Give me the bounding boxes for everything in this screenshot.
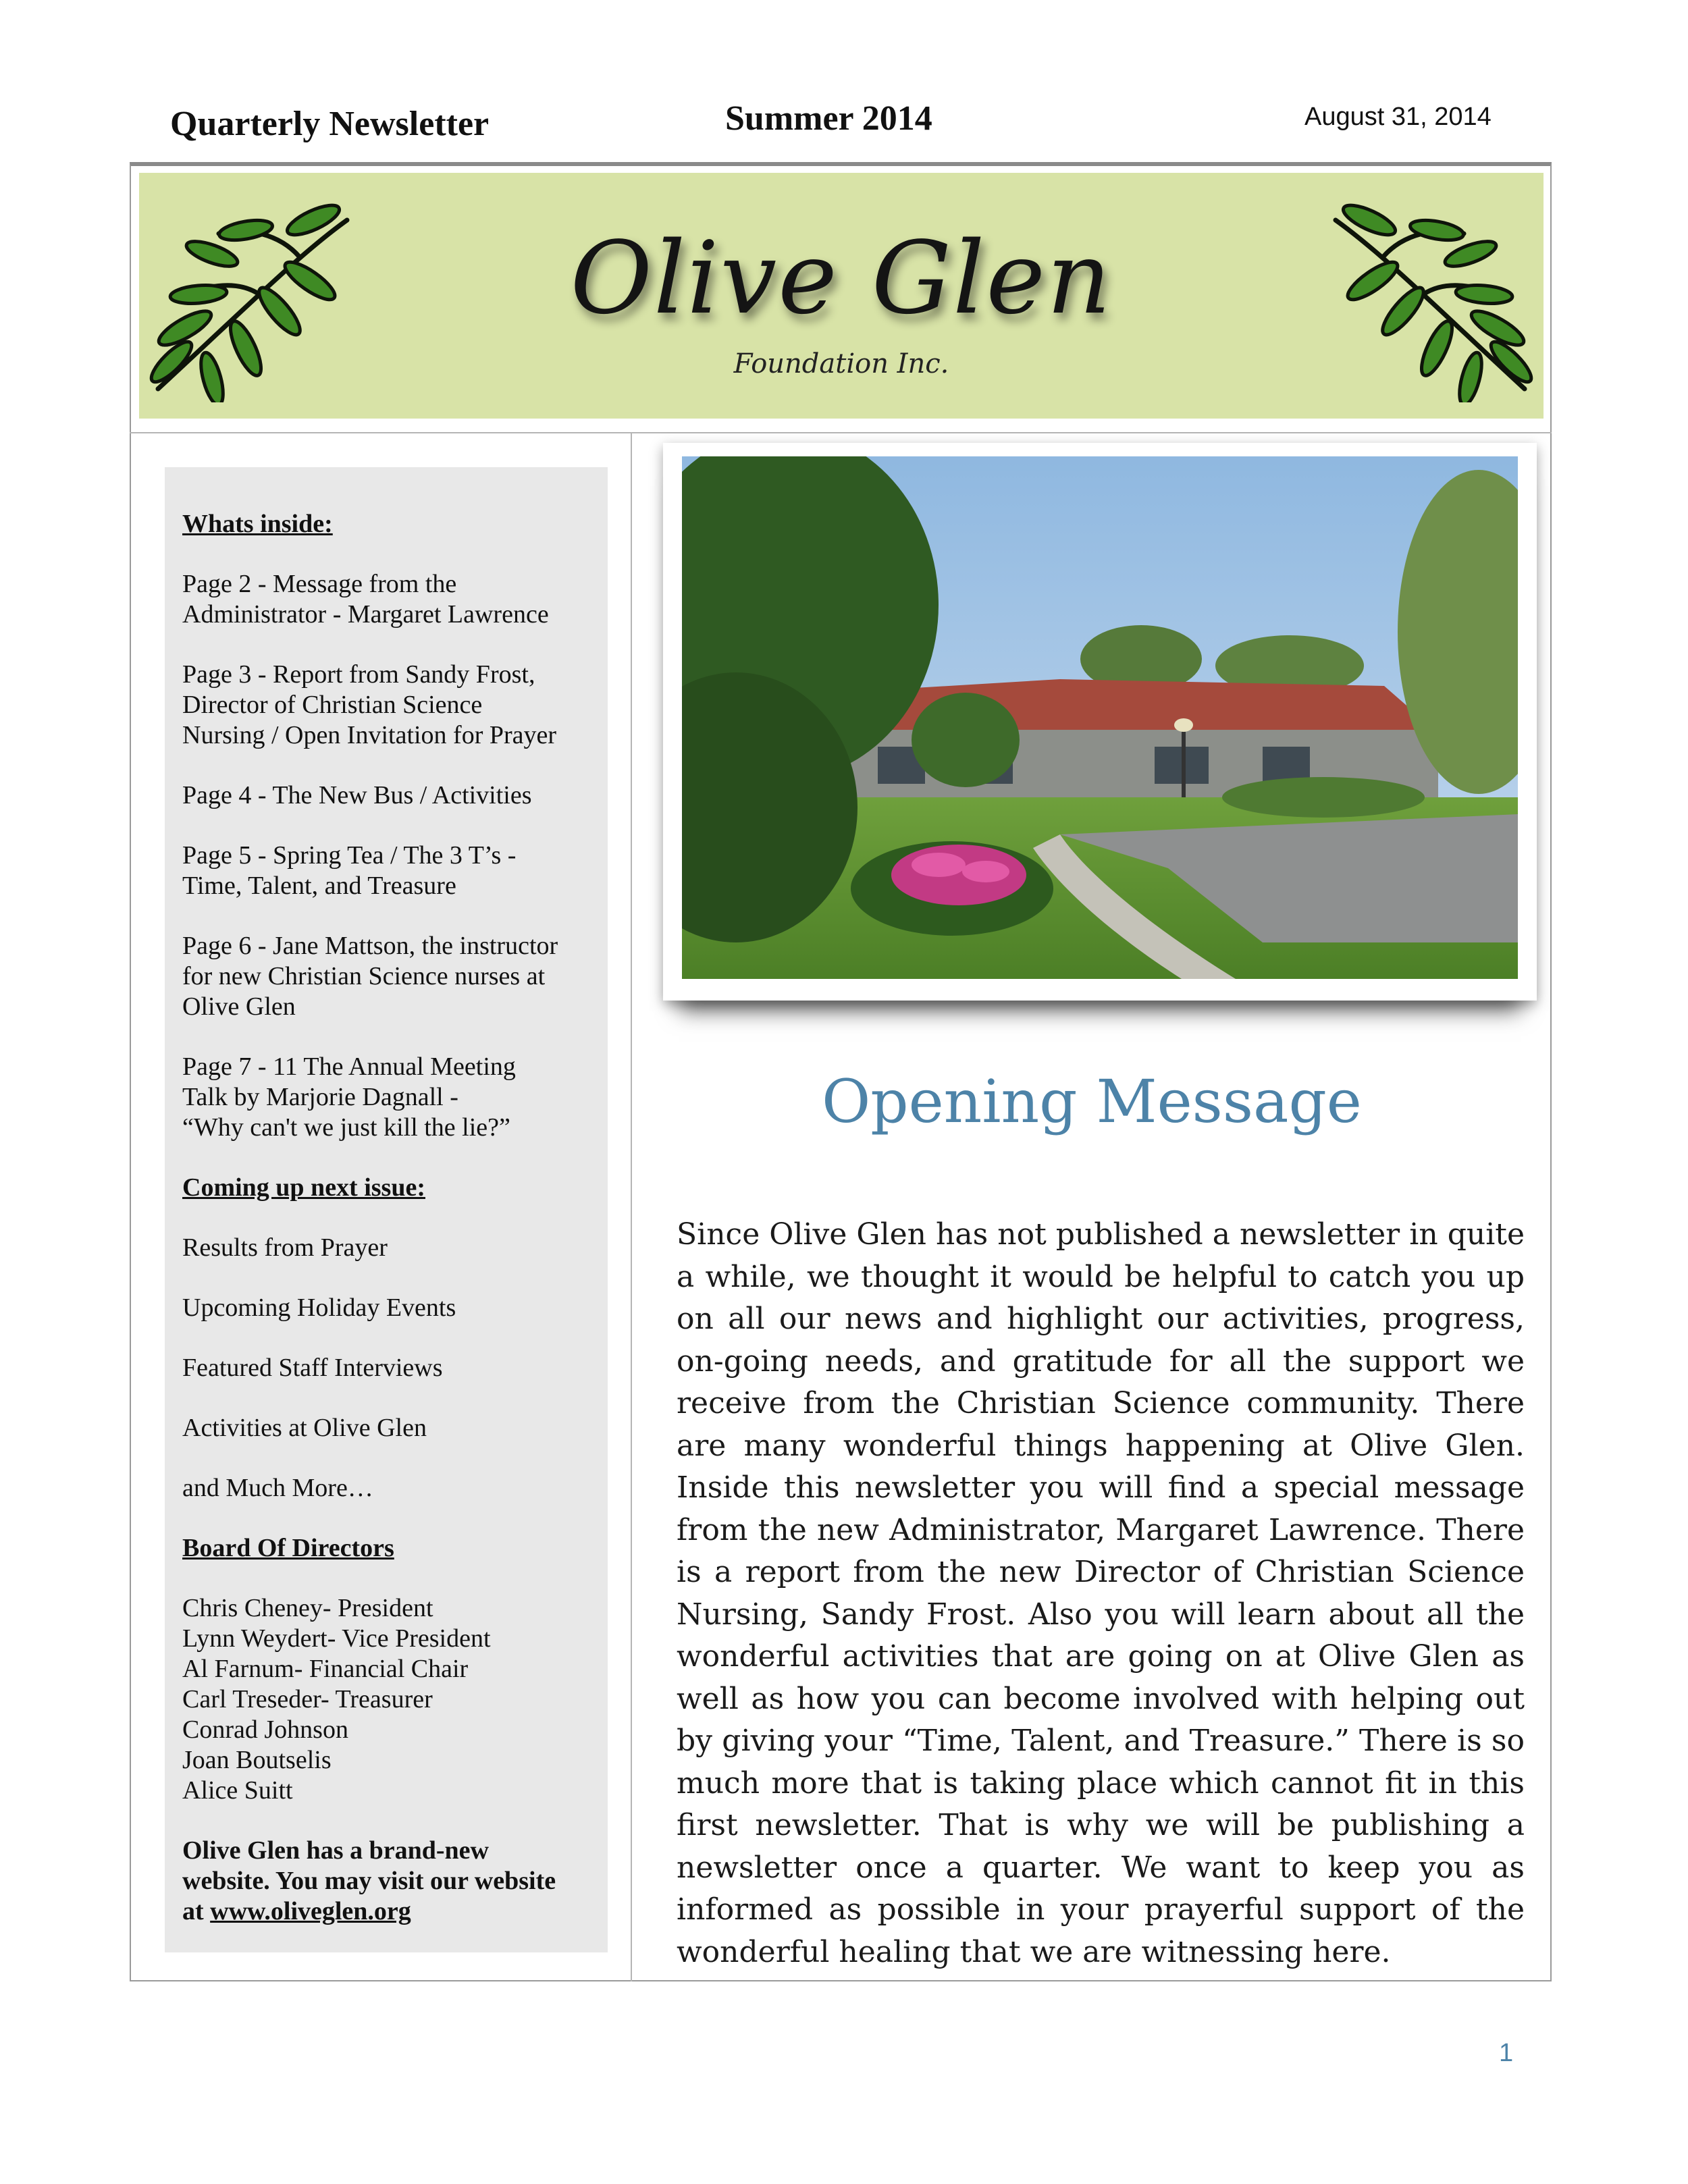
toc-line: Page 6 - Jane Mattson, the instructor [182, 932, 558, 960]
toc-line: Page 3 - Report from Sandy Frost, [182, 660, 535, 689]
board-heading: Board Of Directors [182, 1534, 394, 1562]
masthead-banner [139, 173, 1544, 419]
opening-message-body: Since Olive Glen has not published a newsletter in quite a while, we thought it would be helpful to catch you up on all our news and highlight our activities, progress, on-going needs, and gratitude for all the support we receive from the Christian Science community. There are many wonderful things happening at Olive Glen. Inside this newsletter you will find a special message from the new Administrator, Margaret Lawrence. There is a report from the new Director of Christian Science Nursing, Sandy Frost. Also you will learn about all the wonderful activities that are going on at Olive Glen as well as how you can become involved with helping out by giving your “Time, Talent, and Treasure.” There is so much more that is taking place which cannot fit in this first newsletter. That is why we will be publishing a newsletter once a quarter. We want to keep you as informed as possible in your prayerful support of the wonderful healing that we are witnessing here. [677, 1217, 1525, 1969]
toc-entry [182, 841, 590, 901]
board-member: Al Farnum- Financial Chair [182, 1655, 469, 1683]
issue-season: Summer 2014 [725, 99, 932, 138]
board-member: Lynn Weydert- Vice President [182, 1624, 491, 1653]
masthead-subtitle: Foundation Inc. [733, 348, 949, 379]
toc-line: Administrator - Margaret Lawrence [182, 600, 549, 629]
board-member: Carl Treseder- Treasurer [182, 1685, 433, 1713]
facility-photo [682, 456, 1518, 979]
board-member: Alice Suitt [182, 1776, 293, 1805]
toc-line: Director of Christian Science [182, 691, 483, 719]
toc-line: Nursing / Open Invitation for Prayer [182, 721, 557, 749]
toc-line: Talk by Marjorie Dagnall - [182, 1083, 458, 1111]
facility-photo-frame [663, 443, 1537, 1001]
board-member: Joan Boutselis [182, 1746, 332, 1774]
toc-line: for new Christian Science nurses at [182, 962, 546, 990]
newsletter-label: Quarterly Newsletter [170, 105, 490, 143]
toc-entry [182, 1052, 590, 1143]
website-link[interactable]: www.oliveglen.org [210, 1897, 411, 1925]
toc-line: Page 4 - The New Bus / Activities [182, 781, 532, 809]
website-note-line: website. You may visit our website [182, 1867, 556, 1895]
toc-line: “Why can't we just kill the lie?” [182, 1113, 510, 1142]
toc-line: Page 5 - Spring Tea / The 3 T’s - [182, 841, 517, 870]
coming-up-item: and Much More… [182, 1474, 373, 1502]
toc-line: Page 2 - Message from the [182, 570, 457, 598]
masthead-title: Olive Glen [570, 220, 1113, 336]
toc-line: Page 7 - 11 The Annual Meeting [182, 1053, 516, 1081]
website-note-line [182, 1896, 590, 1927]
toc-entry [182, 931, 590, 1022]
olive-branch-icon [1329, 193, 1538, 402]
issue-date: August 31, 2014 [1304, 103, 1492, 131]
website-note-line: Olive Glen has a brand-new [182, 1836, 489, 1865]
coming-up-item: Results from Prayer [182, 1233, 388, 1262]
coming-up-item: Upcoming Holiday Events [182, 1294, 456, 1322]
board-member: Conrad Johnson [182, 1715, 348, 1744]
board-member: Chris Cheney- President [182, 1594, 433, 1622]
page-number: 1 [1499, 2039, 1514, 2067]
website-prefix: at [182, 1897, 211, 1925]
banner-divider [130, 432, 1552, 433]
whats-inside-heading: Whats inside: [182, 510, 333, 538]
opening-message-heading: Opening Message [822, 1067, 1362, 1136]
coming-up-item: Featured Staff Interviews [182, 1354, 443, 1382]
toc-line: Olive Glen [182, 992, 296, 1021]
toc-entry [182, 780, 590, 811]
column-divider [631, 433, 632, 1981]
toc-entry [182, 569, 590, 630]
toc-line: Time, Talent, and Treasure [182, 872, 456, 900]
toc-entry [182, 660, 590, 751]
sidebar-panel [165, 467, 608, 1952]
coming-up-heading: Coming up next issue: [182, 1173, 425, 1202]
coming-up-item: Activities at Olive Glen [182, 1414, 427, 1442]
